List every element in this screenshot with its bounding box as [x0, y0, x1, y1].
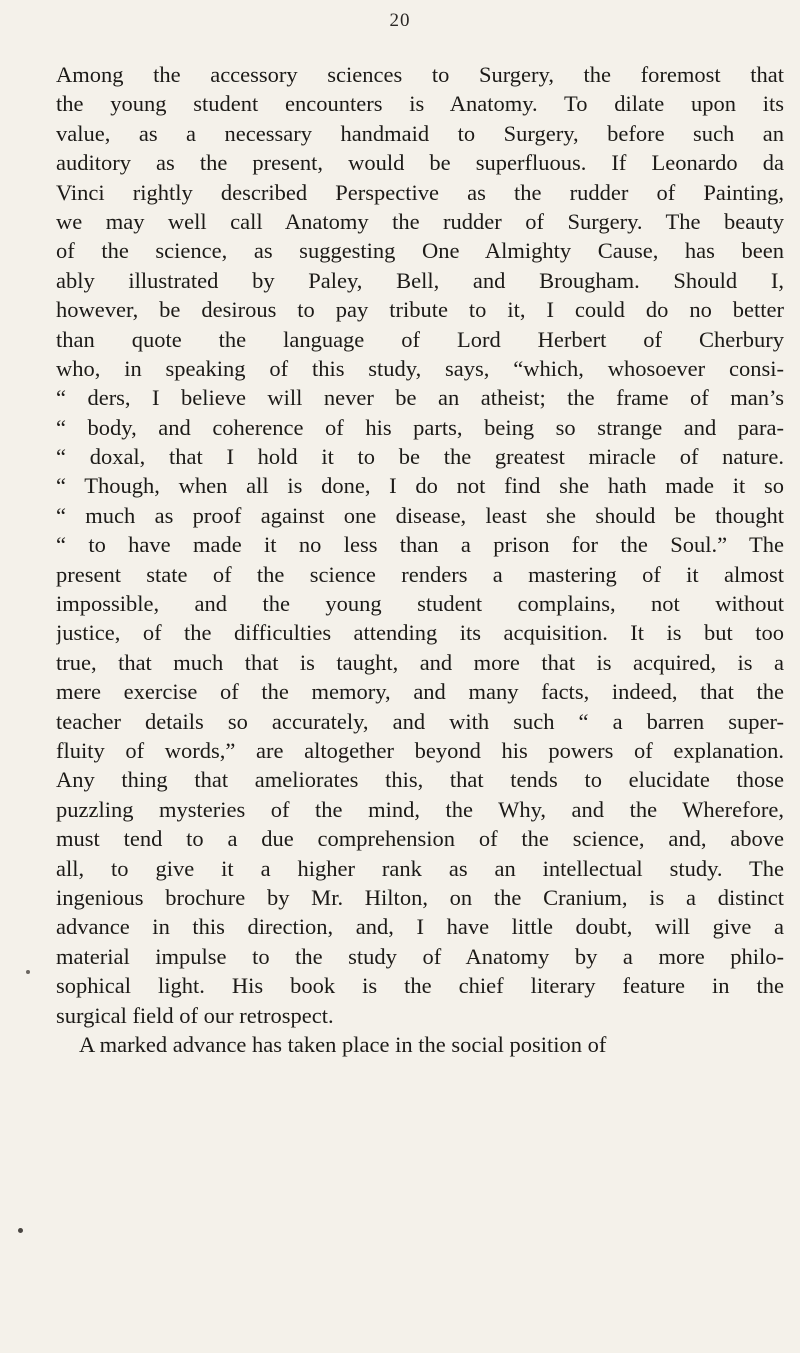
- text-line: ingenious brochure by Mr. Hilton, on the Cranium, is a distinct: [56, 884, 784, 910]
- text-line: puzzling mysteries of the mind, the Why, and the Wherefore,: [56, 796, 784, 822]
- text-line: advance in this direction, and, I have little doubt, will give a: [56, 914, 784, 940]
- text-line: we may well call Anatomy the rudder of Surgery. The beauty: [56, 208, 784, 234]
- text-line: justice, of the difficulties attending its acquisition. It is but too: [56, 620, 784, 646]
- text-line: the young student encounters is Anatomy. To dilate upon its: [56, 91, 784, 117]
- text-line: “ ders, I believe will never be an atheist; the frame of man’s: [56, 385, 784, 411]
- text-line: true, that much that is taught, and more that is acquired, is a: [56, 649, 784, 675]
- text-line: Among the accessory sciences to Surgery, the foremost that: [56, 62, 784, 87]
- text-line: impossible, and the young student complains, not without: [56, 591, 784, 617]
- text-line: who, in speaking of this study, says, “which, whosoever consi-: [56, 355, 784, 381]
- text-line: “ much as proof against one disease, least she should be thought: [56, 502, 784, 528]
- text-line: material impulse to the study of Anatomy by a more philo-: [56, 943, 784, 969]
- text-line: mere exercise of the memory, and many facts, indeed, that the: [56, 679, 784, 705]
- text-line: value, as a necessary handmaid to Surgery, before such an: [56, 120, 784, 146]
- text-line: sophical light. His book is the chief literary feature in the: [56, 973, 784, 999]
- text-line: A marked advance has taken place in the social position of: [79, 1031, 607, 1057]
- text-line: “ doxal, that I hold it to be the greatest miracle of nature.: [56, 444, 784, 470]
- text-line: Vinci rightly described Perspective as the rudder of Painting,: [56, 179, 784, 205]
- text-line: “ Though, when all is done, I do not find she hath made it so: [56, 473, 784, 499]
- text-line: “ to have made it no less than a prison for the Soul.” The: [56, 532, 784, 558]
- text-line: than quote the language of Lord Herbert of Cherbury: [56, 326, 784, 352]
- ink-speck: [18, 1228, 23, 1233]
- body-text: [56, 60, 784, 1059]
- text-line: surgical field of our retrospect.: [56, 1002, 334, 1028]
- text-line: all, to give it a higher rank as an intellectual study. The: [56, 855, 784, 881]
- text-line: fluity of words,” are altogether beyond his powers of explanation.: [56, 737, 784, 763]
- text-line: of the science, as suggesting One Almighty Cause, has been: [56, 238, 784, 264]
- text-line: “ body, and coherence of his parts, being so strange and para-: [56, 414, 784, 440]
- text-line: however, be desirous to pay tribute to it, I could do no better: [56, 297, 784, 323]
- text-line: auditory as the present, would be superfluous. If Leonardo da: [56, 150, 784, 176]
- page-number: 20: [389, 10, 411, 31]
- text-line: Any thing that ameliorates this, that tends to elucidate those: [56, 767, 784, 793]
- text-line: teacher details so accurately, and with such “ a barren super-: [56, 708, 784, 734]
- text-line: present state of the science renders a mastering of it almost: [56, 561, 784, 587]
- ink-speck: [26, 970, 30, 974]
- text-line: ably illustrated by Paley, Bell, and Brougham. Should I,: [56, 267, 784, 293]
- text-line: must tend to a due comprehension of the science, and, above: [56, 826, 784, 852]
